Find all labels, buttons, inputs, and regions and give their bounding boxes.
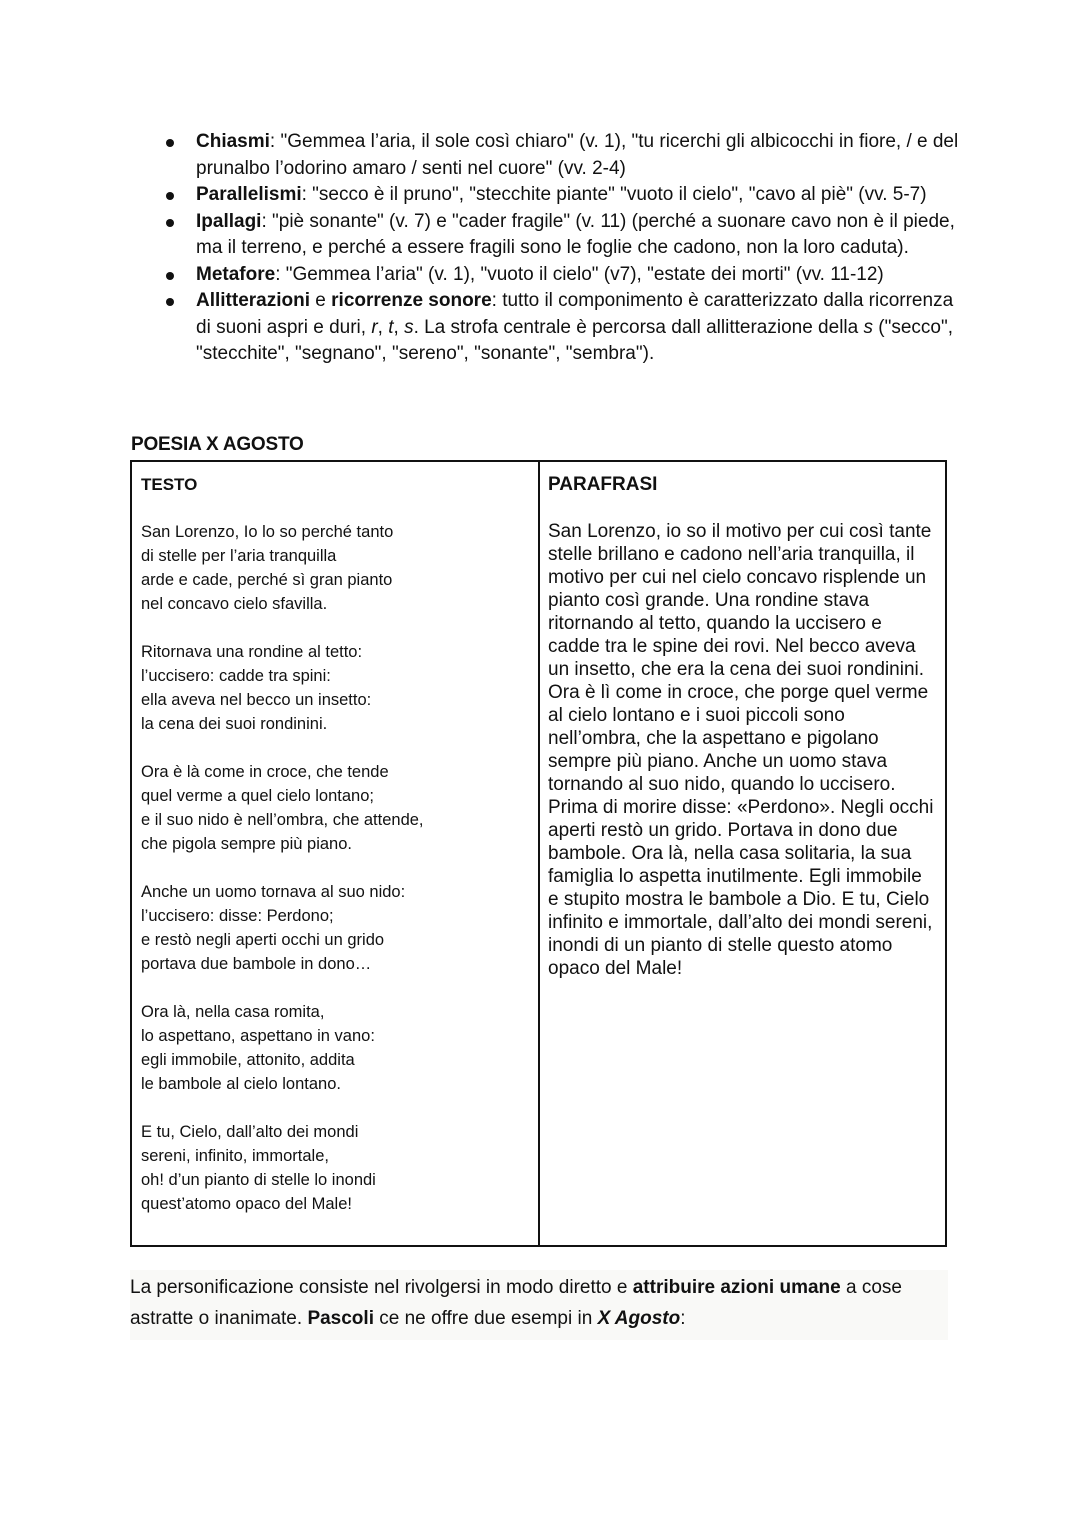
letter-s: s — [404, 316, 414, 338]
verse: Ora è là come in croce, che tende — [141, 763, 389, 781]
verse: le bambole al cielo lontano. — [141, 1075, 341, 1093]
verse: che pigola sempre più piano. — [141, 835, 352, 853]
verse: egli immobile, attonito, addita — [141, 1051, 355, 1069]
letter-t: t — [388, 316, 394, 338]
bullet-text: : tutto il componimento è caratterizzato dalla ricorrenza di suoni aspri e duri, — [196, 290, 954, 338]
stanza — [141, 640, 538, 736]
stanza — [141, 1120, 538, 1216]
bold-phrase: attribuire azioni umane — [632, 1277, 841, 1298]
bullet-term: Metafore — [196, 263, 276, 285]
verse: di stelle per l’aria tranquilla — [141, 547, 337, 565]
bullet-text: : "piè sonante" (v. 7) e "cader fragile" (v. 11) (perché a suonare cavo non è il piede, ma il terreno, e perché a essere fragili sono le foglie che cadono, non la loro caduta). — [196, 210, 955, 258]
verse: Ritornava una rondine al tetto: — [141, 643, 363, 661]
stanza — [141, 1000, 538, 1096]
verse: arde e cade, perché sì gran pianto — [141, 571, 393, 589]
letter-s: s — [863, 316, 873, 338]
verse: San Lorenzo, Io lo so perché tanto — [141, 523, 394, 541]
letter-r: r — [371, 316, 378, 338]
testo-header: TESTO — [141, 475, 198, 494]
poem-title: X Agosto — [597, 1308, 681, 1329]
list-item: Allitterazioni e ricorrenze sonore: tutto il componimento è caratterizzato dalla ricorrenza di suoni aspri e duri, r, t, s. La strofa centrale è percorsa dall allitterazione della s ("secco", "stecchite", "segnano", "sereno", "sonante", "sembra"). — [163, 288, 963, 368]
bullet-text: : "secco è il pruno", "stecchite piante" "vuoto il cielo", "cavo al piè" (vv. 5-7) — [301, 184, 927, 205]
personification-note: La personificazione consiste nel rivolgersi in modo diretto e attribuire azioni umane a cose astratte o inanimate. Pascoli ce ne offre due esempi in X Agosto: — [130, 1270, 948, 1340]
bullet-text: . La strofa centrale è percorsa dall allitterazione della — [413, 316, 864, 338]
verse: oh! d’un pianto di stelle lo inondi — [141, 1171, 376, 1189]
verse: Anche un uomo tornava al suo nido: — [141, 883, 406, 901]
bullet-term: Allitterazioni — [196, 290, 311, 311]
author-name: Pascoli — [307, 1308, 374, 1329]
verse: sereni, infinito, immortale, — [141, 1147, 329, 1165]
verse: ella aveva nel becco un insetto: — [141, 691, 372, 709]
verse: la cena dei suoi rondinini. — [141, 715, 328, 733]
list-item — [163, 129, 963, 182]
stanza — [141, 520, 538, 616]
verse: quel verme a quel cielo lontano; — [141, 787, 374, 805]
verse: E tu, Cielo, dall’alto dei mondi — [141, 1123, 359, 1141]
verse: e il suo nido è nell’ombra, che attende, — [141, 811, 424, 829]
list-item — [163, 182, 963, 209]
verse: portava due bambole in dono… — [141, 955, 372, 973]
bullet-term: Parallelismi — [196, 184, 302, 205]
verse: Ora là, nella casa romita, — [141, 1003, 325, 1021]
poem-table — [130, 460, 947, 1247]
verse: l’uccisero: disse: Perdono; — [141, 907, 334, 925]
parafrasi-header: PARAFRASI — [548, 474, 658, 495]
parafrasi-column — [540, 462, 945, 1245]
bullet-term: Chiasmi — [196, 131, 270, 152]
verse: nel concavo cielo sfavilla. — [141, 595, 328, 613]
verse: quest’atomo opaco del Male! — [141, 1195, 352, 1213]
verse: e restò negli aperti occhi un grido — [141, 931, 385, 949]
bullet-text: : "Gemmea l’aria, il sole così chiaro" (v. 1), "tu ricerchi gli albicocchi in fiore, / e del prunalbo l’odorino amaro / senti nel cuore" (vv. 2-4) — [196, 131, 959, 179]
parafrasi-text: San Lorenzo, io so il motivo per cui così tante stelle brillano e cadono nell’aria tranquilla, il motivo per cui nel cielo concavo risplende un pianto così grande. Una rondine stava ritornando al tetto, quando la uccisero e cadde tra le spine dei rovi. Nel becco aveva un insetto, che era la cena dei suoi rondinini. Ora è lì come in croce, che porge quel verme al cielo lontano e i suoi piccoli sono nell’ombra, che la aspettano e pigolano sempre più piano. Anche un uomo stava tornando al suo nido, quando lo uccisero. Prima di morire disse: «Perdono». Negli occhi aperti restò un grido. Portava in dono due bambole. Ora là, nella casa solitaria, la sua famiglia lo aspetta inutilmente. Egli immobile e stupito mostra le bambole a Dio. E tu, Cielo infinito e immortale, dall’alto dei mondi sereni, inondi di un pianto di stelle questo atomo opaco del Male! — [548, 521, 934, 979]
bullet-text: ("secco", "stecchite", "segnano", "sereno", "sonante", "sembra"). — [196, 316, 953, 364]
verse: l’uccisero: cadde tra spini: — [141, 667, 331, 685]
figures-list — [163, 129, 963, 368]
bullet-conj: e — [310, 290, 332, 311]
stanza — [141, 760, 538, 856]
stanza — [141, 880, 538, 976]
testo-column — [132, 462, 540, 1245]
list-item — [163, 209, 963, 262]
section-heading: POESIA X AGOSTO — [131, 434, 304, 455]
verse: lo aspettano, aspettano in vano: — [141, 1027, 375, 1045]
bullet-term: ricorrenze sonore — [331, 290, 492, 311]
bullet-term: Ipallagi — [196, 210, 262, 232]
bullet-text: : "Gemmea l’aria" (v. 1), "vuoto il cielo" (v7), "estate dei morti" (vv. 11-12) — [275, 263, 884, 285]
list-item — [163, 262, 963, 289]
